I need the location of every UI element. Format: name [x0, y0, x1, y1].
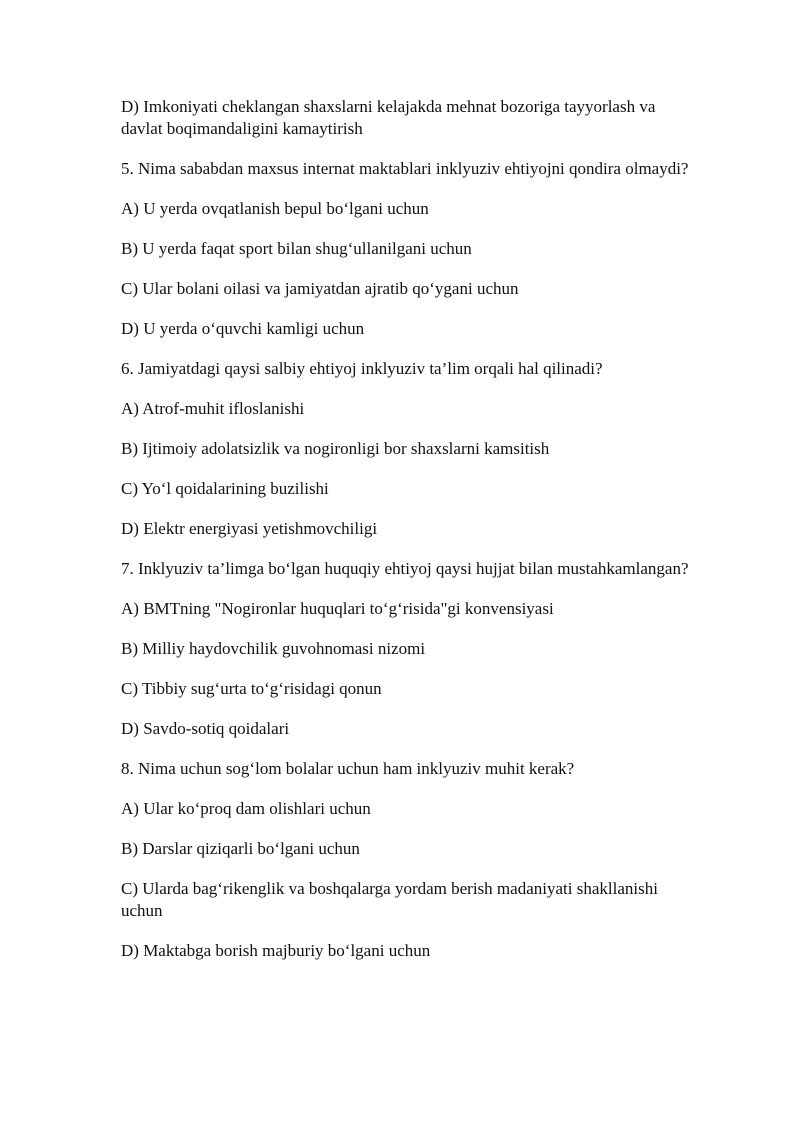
- option-d-q5: D) U yerda o‘quvchi kamligi uchun: [121, 319, 365, 338]
- option-a-q8: A) Ular ko‘proq dam olishlari uchun: [121, 799, 371, 818]
- option-c-q7: C) Tibbiy sug‘urta to‘g‘risidagi qonun: [121, 679, 382, 698]
- option-c-q6: C) Yo‘l qoidalarining buzilishi: [121, 479, 329, 498]
- option-c-q5: C) Ular bolani oilasi va jamiyatdan ajratib qo‘ygani uchun: [121, 279, 519, 298]
- option-b-q7: B) Milliy haydovchilik guvohnomasi nizomi: [121, 639, 426, 658]
- option-b-q6: B) Ijtimoiy adolatsizlik va nogironligi bor shaxslarni kamsitish: [121, 439, 550, 458]
- document-page: [121, 96, 691, 980]
- question-6: 6. Jamiyatdagi qaysi salbiy ehtiyoj inklyuziv ta’lim orqali hal qilinadi?: [121, 359, 603, 378]
- option-d-q4: D) Imkoniyati cheklangan shaxslarni kelajakda mehnat bozoriga tayyorlash va davlat boqimandaligini kamaytirish: [121, 97, 656, 138]
- option-a-q5: A) U yerda ovqatlanish bepul bo‘lgani uchun: [121, 199, 429, 218]
- option-d-q7: D) Savdo-sotiq qoidalari: [121, 719, 290, 738]
- option-b-q5: B) U yerda faqat sport bilan shug‘ullanilgani uchun: [121, 239, 472, 258]
- option-d-q8: D) Maktabga borish majburiy bo‘lgani uchun: [121, 941, 431, 960]
- question-5: 5. Nima sababdan maxsus internat maktablari inklyuziv ehtiyojni qondira olmaydi?: [121, 159, 689, 178]
- question-7: 7. Inklyuziv ta’limga bo‘lgan huquqiy ehtiyoj qaysi hujjat bilan mustahkamlangan?: [121, 559, 689, 578]
- option-d-q6: D) Elektr energiyasi yetishmovchiligi: [121, 519, 378, 538]
- option-c-q8: C) Ularda bag‘rikenglik va boshqalarga yordam berish madaniyati shakllanishi uchun: [121, 879, 658, 920]
- option-b-q8: B) Darslar qiziqarli bo‘lgani uchun: [121, 839, 360, 858]
- option-a-q6: A) Atrof-muhit ifloslanishi: [121, 399, 305, 418]
- option-a-q7: A) BMTning "Nogironlar huquqlari to‘g‘risida"gi konvensiyasi: [121, 599, 554, 618]
- question-8: 8. Nima uchun sog‘lom bolalar uchun ham inklyuziv muhit kerak?: [121, 759, 575, 778]
